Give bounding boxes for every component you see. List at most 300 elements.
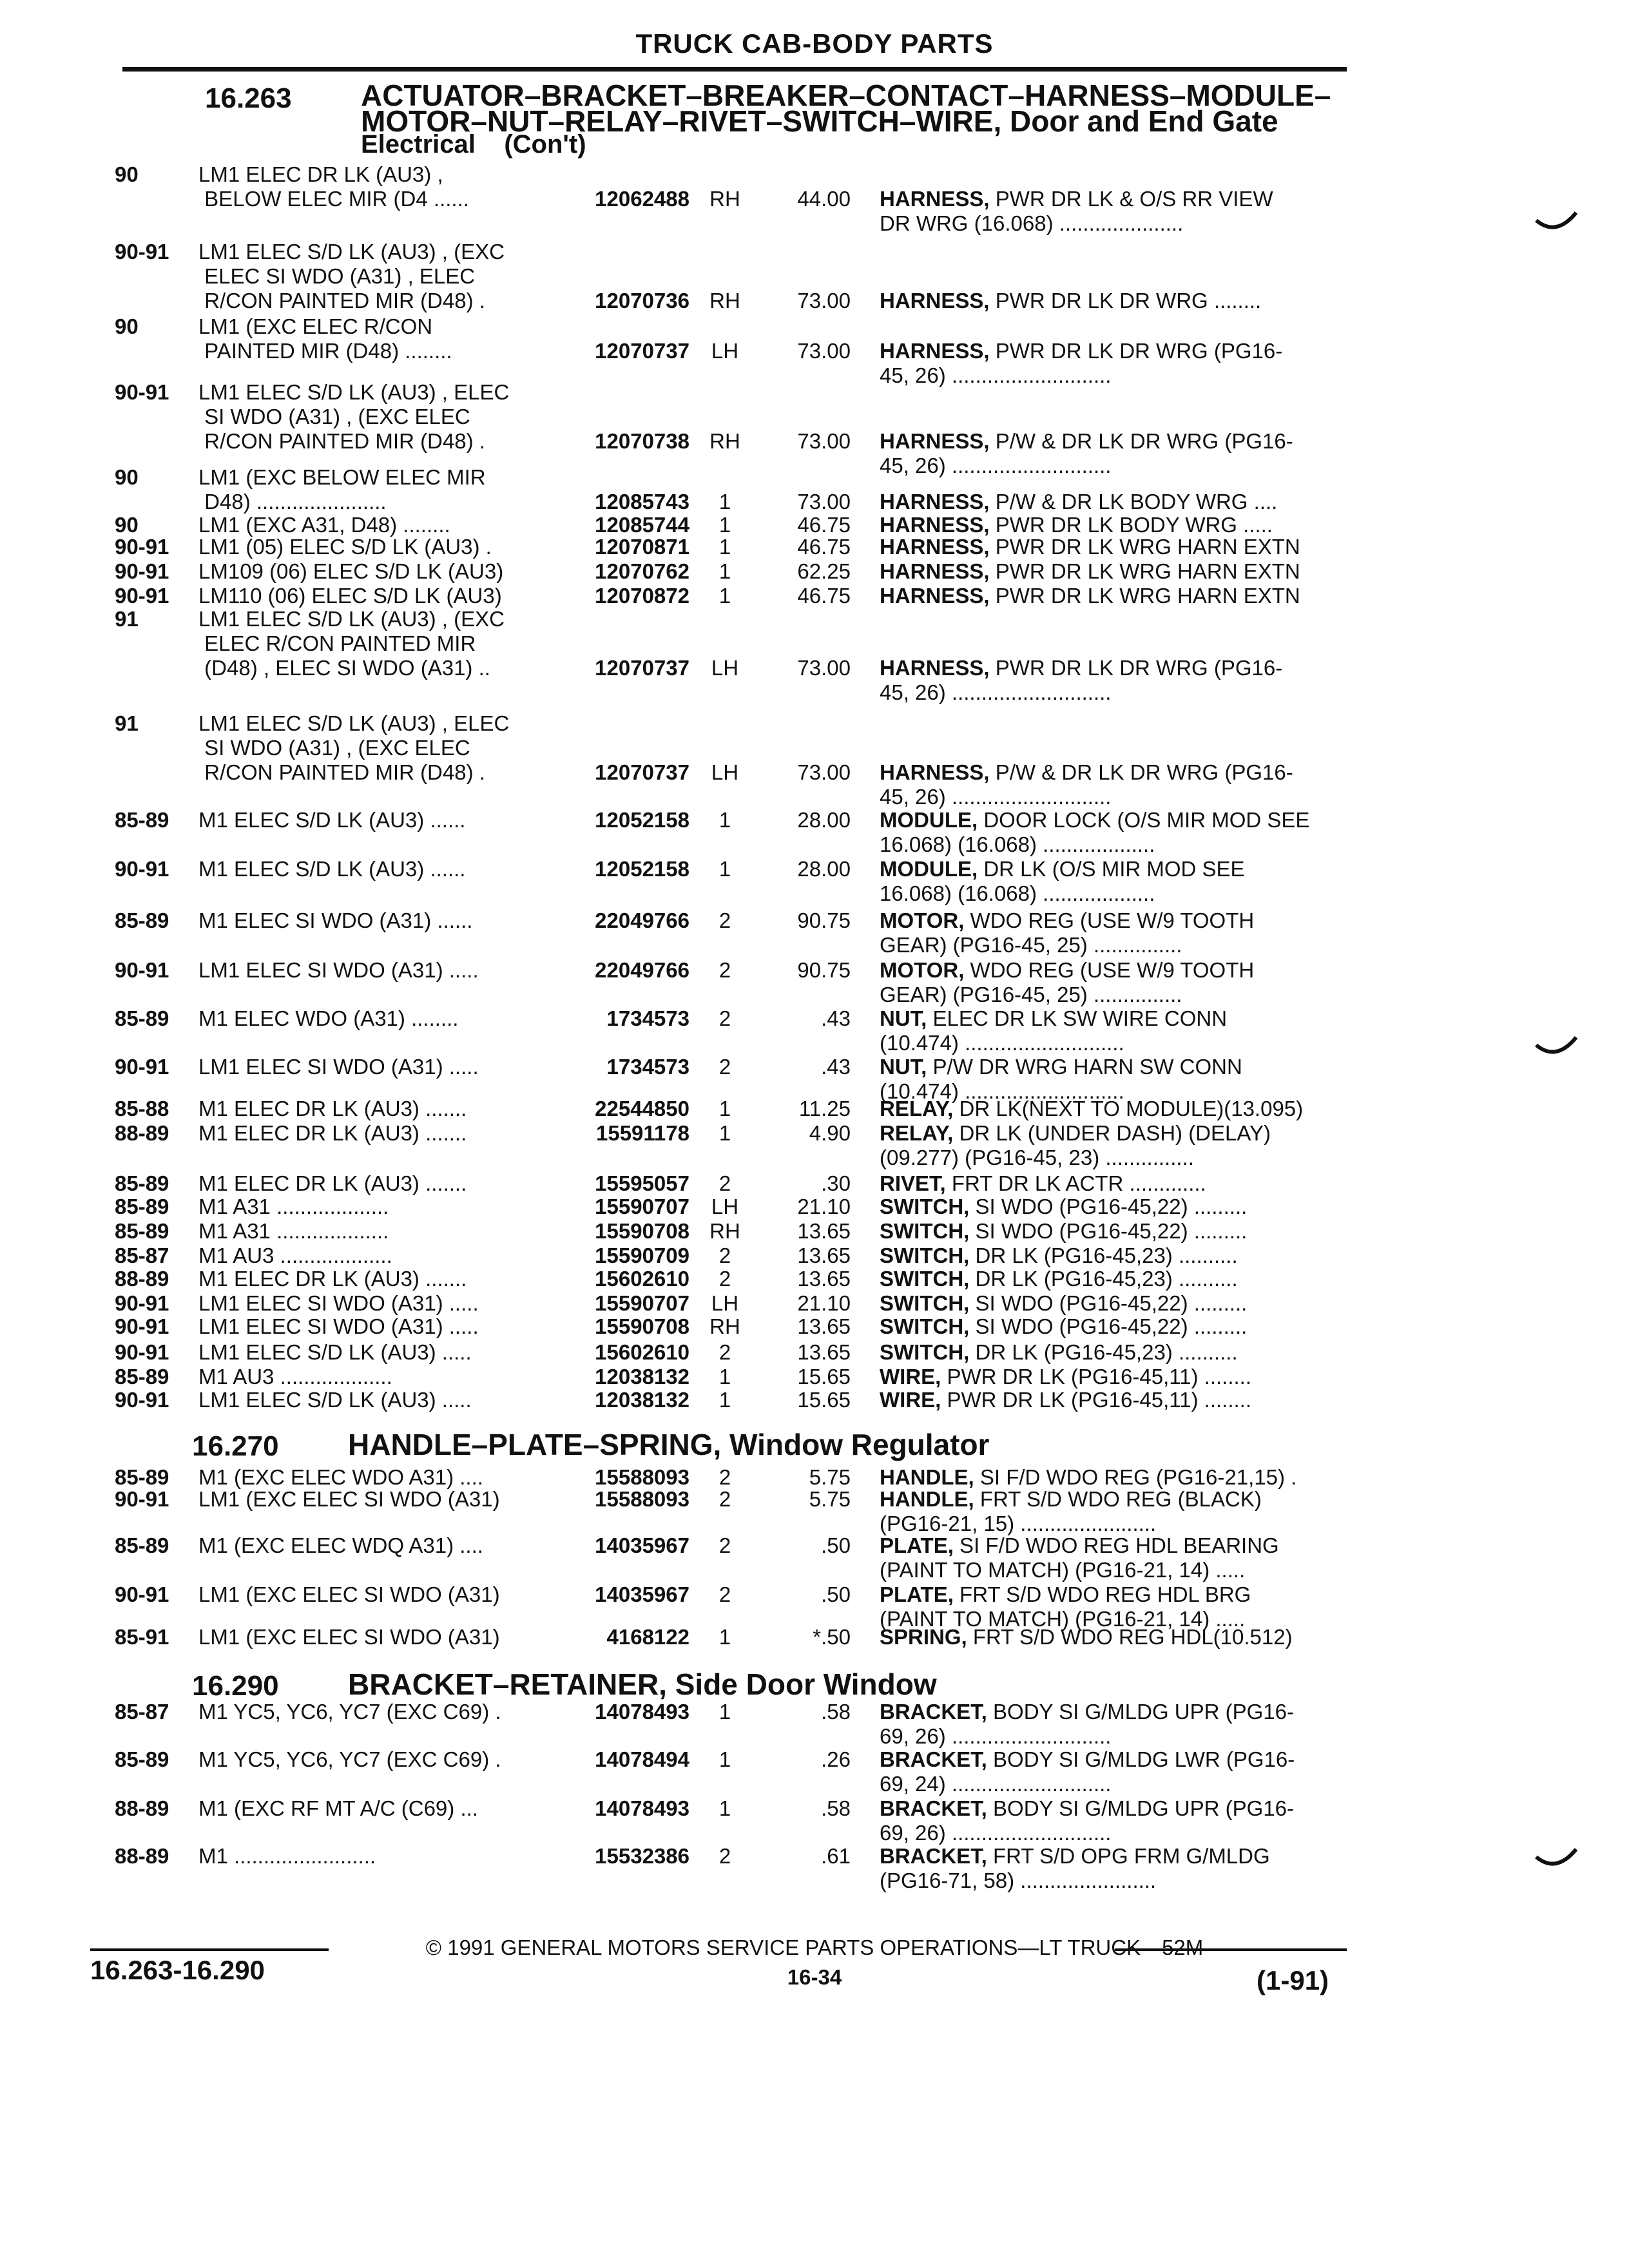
application-description: M1 A31 ................... xyxy=(198,1219,389,1243)
application-description: M1 YC5, YC6, YC7 (EXC C69) . xyxy=(198,1700,501,1724)
item-name: NUT, xyxy=(880,1006,927,1030)
part-number: 14035967 xyxy=(595,1582,689,1606)
item-description xyxy=(880,1219,1350,1244)
footer-copyright: © 1991 GENERAL MOTORS SERVICE PARTS OPERATIONS—LT TRUCK—52M xyxy=(425,1936,1204,1959)
part-number: 15591178 xyxy=(595,1121,689,1145)
item-name: MOTOR, xyxy=(880,958,965,982)
item-detail: SI F/D WDO REG (PG16-21,15) . xyxy=(974,1465,1297,1489)
item-name: MOTOR, xyxy=(880,908,965,932)
quantity: 1 xyxy=(718,1700,731,1724)
application-description: M1 YC5, YC6, YC7 (EXC C69) . xyxy=(198,1747,501,1771)
item-description xyxy=(880,1340,1350,1365)
item-name: HARNESS, xyxy=(880,559,990,583)
item-detail: DR LK(NEXT TO MODULE)(13.095) xyxy=(953,1097,1304,1120)
part-number: 12070762 xyxy=(595,559,689,583)
header-rule xyxy=(122,67,1347,72)
part-number: 15602610 xyxy=(595,1267,689,1291)
item-description xyxy=(880,1006,1350,1055)
application-description: LM1 (05) ELEC S/D LK (AU3) . xyxy=(198,535,492,559)
item-detail: PWR DR LK WRG HARN EXTN xyxy=(989,559,1300,583)
price: 4.90 xyxy=(809,1121,851,1145)
model-years: 90-91 xyxy=(115,1291,169,1315)
quantity: 2 xyxy=(718,1465,731,1489)
price: 28.00 xyxy=(797,808,851,832)
item-detail: SI WDO (PG16-45,22) ......... xyxy=(969,1219,1248,1243)
application-description: M1 ELEC S/D LK (AU3) ...... xyxy=(198,808,466,832)
item-detail: SI WDO (PG16-45,22) ......... xyxy=(969,1291,1248,1315)
application-description: M1 (EXC RF MT A/C (C69) ... xyxy=(198,1796,478,1820)
model-years: 85-87 xyxy=(115,1700,169,1724)
item-name: MODULE, xyxy=(880,808,978,832)
model-years: 91 xyxy=(115,607,139,631)
item-description xyxy=(880,1844,1350,1893)
item-description xyxy=(880,1700,1350,1749)
part-number: 15590708 xyxy=(595,1314,689,1338)
footer-revision-date: (1-91) xyxy=(1257,1965,1329,1995)
part-number: 15590707 xyxy=(595,1291,689,1315)
quantity: 1 xyxy=(718,1121,731,1145)
quantity: 1 xyxy=(718,808,731,832)
item-detail: PWR DR LK DR WRG (PG16- 45, 26) ........................... xyxy=(880,656,1283,704)
quantity: 1 xyxy=(718,1747,731,1771)
item-description xyxy=(880,559,1350,584)
item-name: HARNESS, xyxy=(880,187,990,211)
item-description xyxy=(880,1314,1350,1339)
part-number: 12070737 xyxy=(595,760,689,784)
section-title-line-3: Electrical (Con't) xyxy=(361,130,586,159)
part-number: 12062488 xyxy=(595,187,689,211)
quantity: LH xyxy=(711,760,739,784)
item-detail: FRT S/D OPG FRM G/MLDG (PG16-71, 58) ....................... xyxy=(880,1844,1270,1892)
model-years: 85-87 xyxy=(115,1244,169,1267)
item-name: BRACKET, xyxy=(880,1796,987,1820)
part-number: 12070738 xyxy=(595,429,689,453)
price: 73.00 xyxy=(797,760,851,784)
item-description xyxy=(880,1747,1350,1796)
model-years: 90-91 xyxy=(115,240,169,264)
price: .58 xyxy=(821,1796,851,1820)
price: .43 xyxy=(821,1055,851,1079)
model-years: 90-91 xyxy=(115,1340,169,1364)
model-years: 91 xyxy=(115,711,139,735)
price: 21.10 xyxy=(797,1291,851,1315)
model-years: 88-89 xyxy=(115,1796,169,1820)
item-name: SWITCH, xyxy=(880,1267,970,1291)
part-number: 12070737 xyxy=(595,339,689,363)
item-description xyxy=(880,760,1350,809)
item-description xyxy=(880,1244,1350,1268)
application-description: LM1 ELEC S/D LK (AU3) , ELEC SI WDO (A31) , (EXC ELEC R/CON PAINTED MIR (D48) . xyxy=(198,380,510,453)
item-detail: FRT S/D WDO REG (BLACK) (PG16-21, 15) ....................... xyxy=(880,1487,1262,1535)
model-years: 88-89 xyxy=(115,1844,169,1868)
price: 13.65 xyxy=(797,1340,851,1364)
item-detail: P/W DR WRG HARN SW CONN (10.474) ........................... xyxy=(880,1055,1242,1103)
model-years: 88-89 xyxy=(115,1121,169,1145)
quantity: LH xyxy=(711,656,739,680)
item-detail: DR LK (PG16-45,23) .......... xyxy=(969,1244,1238,1267)
section-title-line-2: MOTOR–NUT–RELAY–RIVET–SWITCH–WIRE, Door and End Gate xyxy=(361,104,1278,138)
item-description xyxy=(880,535,1350,559)
part-number: 12070736 xyxy=(595,289,689,312)
price: .50 xyxy=(821,1582,851,1606)
quantity: 1 xyxy=(718,1365,731,1389)
item-description xyxy=(880,1291,1350,1316)
item-detail: PWR DR LK BODY WRG ..... xyxy=(989,513,1273,537)
item-description xyxy=(880,490,1350,514)
application-description: LM1 ELEC S/D LK (AU3) ..... xyxy=(198,1388,472,1412)
part-number: 22049766 xyxy=(595,908,689,932)
quantity: 2 xyxy=(718,908,731,932)
price: 5.75 xyxy=(809,1465,851,1489)
item-description xyxy=(880,1487,1350,1536)
application-description: LM1 ELEC DR LK (AU3) , BELOW ELEC MIR (D4 ...... xyxy=(198,162,469,211)
part-number: 12085744 xyxy=(595,513,689,537)
price: .30 xyxy=(821,1171,851,1195)
part-number: 12070872 xyxy=(595,584,689,608)
application-description: M1 ELEC DR LK (AU3) ....... xyxy=(198,1121,467,1145)
price: 5.75 xyxy=(809,1487,851,1511)
item-detail: P/W & DR LK DR WRG (PG16- 45, 26) ........................... xyxy=(880,760,1293,809)
section-title: BRACKET–RETAINER, Side Door Window xyxy=(348,1667,937,1701)
item-detail: FRT S/D WDO REG HDL(10.512) xyxy=(967,1625,1293,1649)
part-number: 15595057 xyxy=(595,1171,689,1195)
part-number: 1734573 xyxy=(606,1055,689,1079)
item-detail: FRT DR LK ACTR ............. xyxy=(945,1171,1206,1195)
section-number: 16.270 xyxy=(192,1430,279,1462)
quantity: RH xyxy=(709,429,740,453)
model-years: 90-91 xyxy=(115,958,169,982)
model-years: 85-89 xyxy=(115,808,169,832)
price: .50 xyxy=(821,1533,851,1557)
price: 73.00 xyxy=(797,656,851,680)
model-years: 85-89 xyxy=(115,1533,169,1557)
item-detail: P/W & DR LK BODY WRG .... xyxy=(989,490,1278,514)
application-description: LM1 (EXC ELEC R/CON PAINTED MIR (D48) ........ xyxy=(198,314,452,363)
item-detail: PWR DR LK WRG HARN EXTN xyxy=(989,535,1300,559)
section-number: 16.263 xyxy=(205,82,292,114)
item-description xyxy=(880,958,1350,1007)
model-years: 90 xyxy=(115,465,139,489)
item-name: WIRE, xyxy=(880,1388,941,1412)
price: 13.65 xyxy=(797,1267,851,1291)
quantity: 1 xyxy=(718,513,731,537)
application-description: LM1 (EXC ELEC SI WDO (A31) xyxy=(198,1582,500,1606)
price: 11.25 xyxy=(798,1097,851,1120)
item-name: SWITCH, xyxy=(880,1195,970,1218)
quantity: 2 xyxy=(718,1340,731,1364)
price: 90.75 xyxy=(797,908,851,932)
item-description xyxy=(880,1582,1350,1631)
item-name: PLATE, xyxy=(880,1582,954,1606)
price: 13.65 xyxy=(797,1219,851,1243)
application-description: LM1 (EXC ELEC SI WDO (A31) xyxy=(198,1625,500,1649)
application-description: LM110 (06) ELEC S/D LK (AU3) xyxy=(198,584,502,608)
part-number: 12052158 xyxy=(595,808,689,832)
price: 62.25 xyxy=(797,559,851,583)
item-description xyxy=(880,1267,1350,1291)
quantity: 2 xyxy=(718,1533,731,1557)
quantity: LH xyxy=(711,339,739,363)
part-number: 1734573 xyxy=(606,1006,689,1030)
quantity: 1 xyxy=(718,559,731,583)
quantity: 1 xyxy=(718,1097,731,1120)
footer-page-number: 16-34 xyxy=(787,1965,842,1989)
price: .26 xyxy=(821,1747,851,1771)
application-description: M1 ELEC WDO (A31) ........ xyxy=(198,1006,459,1030)
item-name: HARNESS, xyxy=(880,535,990,559)
item-name: HARNESS, xyxy=(880,429,990,453)
application-description: LM1 (EXC A31, D48) ........ xyxy=(198,513,450,537)
price: 73.00 xyxy=(797,339,851,363)
item-description xyxy=(880,289,1350,313)
item-name: WIRE, xyxy=(880,1365,941,1389)
quantity: 2 xyxy=(718,958,731,982)
part-number: 15590709 xyxy=(595,1244,689,1267)
application-description: LM1 ELEC S/D LK (AU3) ..... xyxy=(198,1340,472,1364)
item-name: BRACKET, xyxy=(880,1700,987,1724)
quantity: 2 xyxy=(718,1267,731,1291)
item-name: SWITCH, xyxy=(880,1291,970,1315)
item-detail: P/W & DR LK DR WRG (PG16- 45, 26) ........................... xyxy=(880,429,1293,477)
part-number: 14078493 xyxy=(595,1796,689,1820)
part-number: 15590707 xyxy=(595,1195,689,1218)
item-detail: PWR DR LK & O/S RR VIEW DR WRG (16.068) ..................... xyxy=(880,187,1273,235)
price: .58 xyxy=(821,1700,851,1724)
item-detail: PWR DR LK WRG HARN EXTN xyxy=(989,584,1300,608)
price: 46.75 xyxy=(797,535,851,559)
item-detail: SI F/D WDO REG HDL BEARING (PAINT TO MATCH) (PG16-21, 14) ..... xyxy=(880,1533,1279,1582)
part-number: 15588093 xyxy=(595,1487,689,1511)
item-detail: DR LK (PG16-45,23) .......... xyxy=(969,1267,1238,1291)
item-name: BRACKET, xyxy=(880,1747,987,1771)
model-years: 90-91 xyxy=(115,1582,169,1606)
part-number: 22544850 xyxy=(595,1097,689,1120)
quantity: 1 xyxy=(718,1388,731,1412)
item-name: HANDLE, xyxy=(880,1487,974,1511)
price: .61 xyxy=(821,1844,851,1868)
model-years: 85-89 xyxy=(115,1195,169,1218)
item-description xyxy=(880,808,1350,857)
model-years: 90-91 xyxy=(115,535,169,559)
part-number: 15588093 xyxy=(595,1465,689,1489)
price: *.50 xyxy=(813,1625,851,1649)
quantity: 1 xyxy=(718,1625,731,1649)
quantity: 2 xyxy=(718,1844,731,1868)
item-description xyxy=(880,513,1350,537)
quantity: RH xyxy=(709,289,740,312)
footer-section-range: 16.263-16.290 xyxy=(90,1955,265,1985)
price: 73.00 xyxy=(797,289,851,312)
item-detail: BODY SI G/MLDG UPR (PG16- 69, 26) ........................... xyxy=(880,1700,1295,1748)
item-detail: SI WDO (PG16-45,22) ......... xyxy=(969,1195,1248,1218)
application-description: M1 A31 ................... xyxy=(198,1195,389,1218)
application-description: LM1 ELEC S/D LK (AU3) , ELEC SI WDO (A31) , (EXC ELEC R/CON PAINTED MIR (D48) . xyxy=(198,711,510,784)
item-description xyxy=(880,1533,1350,1582)
item-detail: DOOR LOCK (O/S MIR MOD SEE 16.068) (16.068) ................... xyxy=(880,808,1310,856)
application-description: M1 (EXC ELEC WDO A31) .... xyxy=(198,1465,483,1489)
price: 73.00 xyxy=(797,429,851,453)
item-name: BRACKET, xyxy=(880,1844,987,1868)
application-description: M1 ........................ xyxy=(198,1844,376,1868)
model-years: 90-91 xyxy=(115,1055,169,1079)
item-name: HARNESS, xyxy=(880,760,990,784)
part-number: 12052158 xyxy=(595,857,689,881)
quantity: RH xyxy=(709,1219,740,1243)
application-description: M1 ELEC DR LK (AU3) ....... xyxy=(198,1267,467,1291)
model-years: 85-89 xyxy=(115,1465,169,1489)
item-detail: PWR DR LK (PG16-45,11) ........ xyxy=(941,1388,1252,1412)
application-description: LM1 (EXC BELOW ELEC MIR D48) ...................... xyxy=(198,465,486,514)
item-name: SWITCH, xyxy=(880,1244,970,1267)
item-name: NUT, xyxy=(880,1055,927,1079)
item-name: MODULE, xyxy=(880,857,978,881)
application-description: LM1 ELEC SI WDO (A31) ..... xyxy=(198,1314,479,1338)
item-name: PLATE, xyxy=(880,1533,954,1557)
model-years: 90 xyxy=(115,162,139,186)
quantity: 1 xyxy=(718,857,731,881)
model-years: 85-88 xyxy=(115,1097,169,1120)
model-years: 85-89 xyxy=(115,1747,169,1771)
application-description: M1 AU3 ................... xyxy=(198,1365,392,1389)
application-description: LM109 (06) ELEC S/D LK (AU3) xyxy=(198,559,504,583)
item-detail: WDO REG (USE W/9 TOOTH GEAR) (PG16-45, 25) ............... xyxy=(880,908,1255,957)
part-number: 12070871 xyxy=(595,535,689,559)
quantity: 2 xyxy=(718,1582,731,1606)
margin-mark-icon xyxy=(1534,1031,1579,1063)
part-number: 15602610 xyxy=(595,1340,689,1364)
model-years: 90 xyxy=(115,314,139,338)
item-description xyxy=(880,656,1350,705)
part-number: 22049766 xyxy=(595,958,689,982)
margin-mark-icon xyxy=(1534,1843,1579,1875)
application-description: LM1 (EXC ELEC SI WDO (A31) xyxy=(198,1487,500,1511)
item-description xyxy=(880,1365,1350,1389)
quantity: RH xyxy=(709,187,740,211)
item-name: RELAY, xyxy=(880,1121,954,1145)
price: 44.00 xyxy=(797,187,851,211)
item-description xyxy=(880,1465,1350,1490)
application-description: LM1 ELEC S/D LK (AU3) , (EXC ELEC SI WDO (A31) , ELEC R/CON PAINTED MIR (D48) . xyxy=(198,240,505,312)
item-detail: PWR DR LK DR WRG ........ xyxy=(989,289,1262,312)
item-description xyxy=(880,187,1350,236)
quantity: LH xyxy=(711,1195,739,1218)
item-name: SWITCH, xyxy=(880,1314,970,1338)
quantity: 1 xyxy=(718,490,731,514)
item-detail: PWR DR LK (PG16-45,11) ........ xyxy=(941,1365,1252,1389)
model-years: 85-89 xyxy=(115,908,169,932)
item-name: HARNESS, xyxy=(880,513,990,537)
part-number: 14035967 xyxy=(595,1533,689,1557)
model-years: 90 xyxy=(115,513,139,537)
item-description xyxy=(880,908,1350,957)
application-description: M1 ELEC DR LK (AU3) ....... xyxy=(198,1171,467,1195)
item-detail: DR LK (O/S MIR MOD SEE 16.068) (16.068) ................... xyxy=(880,857,1245,905)
item-name: RELAY, xyxy=(880,1097,954,1120)
page-header-title: TRUCK CAB-BODY PARTS xyxy=(635,28,994,59)
part-number: 12070737 xyxy=(595,656,689,680)
item-name: SWITCH, xyxy=(880,1340,970,1364)
item-detail: DR LK (PG16-45,23) .......... xyxy=(969,1340,1238,1364)
part-number: 15532386 xyxy=(595,1844,689,1868)
part-number: 14078494 xyxy=(595,1747,689,1771)
item-detail: ELEC DR LK SW WIRE CONN (10.474) ........................... xyxy=(880,1006,1228,1055)
part-number: 14078493 xyxy=(595,1700,689,1724)
model-years: 90-91 xyxy=(115,1388,169,1412)
quantity: LH xyxy=(711,1291,739,1315)
application-description: LM1 ELEC SI WDO (A31) ..... xyxy=(198,1055,479,1079)
model-years: 85-89 xyxy=(115,1171,169,1195)
price: .43 xyxy=(821,1006,851,1030)
item-description xyxy=(880,429,1350,478)
item-name: RIVET, xyxy=(880,1171,946,1195)
model-years: 90-91 xyxy=(115,857,169,881)
item-name: SWITCH, xyxy=(880,1219,970,1243)
quantity: 2 xyxy=(718,1055,731,1079)
section-number: 16.290 xyxy=(192,1670,279,1702)
application-description: LM1 ELEC S/D LK (AU3) , (EXC ELEC R/CON PAINTED MIR (D48) , ELEC SI WDO (A31) .. xyxy=(198,607,505,680)
item-description xyxy=(880,339,1350,388)
application-description: M1 ELEC SI WDO (A31) ...... xyxy=(198,908,473,932)
part-number: 12038132 xyxy=(595,1365,689,1389)
model-years: 85-89 xyxy=(115,1006,169,1030)
part-number: 12038132 xyxy=(595,1388,689,1412)
quantity: 2 xyxy=(718,1487,731,1511)
model-years: 85-89 xyxy=(115,1219,169,1243)
section-title-line-1: ACTUATOR–BRACKET–BREAKER–CONTACT–HARNESS–MODULE– xyxy=(361,79,1331,112)
item-description xyxy=(880,1121,1350,1170)
application-description: M1 ELEC S/D LK (AU3) ...... xyxy=(198,857,466,881)
quantity: 2 xyxy=(718,1171,731,1195)
item-name: HARNESS, xyxy=(880,490,990,514)
price: 13.65 xyxy=(797,1244,851,1267)
item-name: SPRING, xyxy=(880,1625,967,1649)
section-title: HANDLE–PLATE–SPRING, Window Regulator xyxy=(348,1428,990,1461)
price: 21.10 xyxy=(797,1195,851,1218)
price: 90.75 xyxy=(797,958,851,982)
model-years: 85-89 xyxy=(115,1365,169,1389)
quantity: RH xyxy=(709,1314,740,1338)
quantity: 1 xyxy=(718,1796,731,1820)
application-description: LM1 ELEC SI WDO (A31) ..... xyxy=(198,958,479,982)
item-description xyxy=(880,1388,1350,1412)
price: 46.75 xyxy=(797,513,851,537)
item-description xyxy=(880,1625,1350,1649)
item-name: HARNESS, xyxy=(880,289,990,312)
model-years: 90-91 xyxy=(115,1314,169,1338)
item-description xyxy=(880,857,1350,906)
price: 46.75 xyxy=(797,584,851,608)
model-years: 90-91 xyxy=(115,1487,169,1511)
item-detail: DR LK (UNDER DASH) (DELAY) (09.277) (PG16-45, 23) ............... xyxy=(880,1121,1271,1169)
item-name: HARNESS, xyxy=(880,339,990,363)
application-description: M1 AU3 ................... xyxy=(198,1244,392,1267)
item-detail: BODY SI G/MLDG UPR (PG16- 69, 26) ........................... xyxy=(880,1796,1295,1845)
model-years: 88-89 xyxy=(115,1267,169,1291)
part-number: 4168122 xyxy=(606,1625,689,1649)
price: 13.65 xyxy=(797,1314,851,1338)
item-name: HANDLE, xyxy=(880,1465,974,1489)
item-detail: PWR DR LK DR WRG (PG16- 45, 26) ........................... xyxy=(880,339,1283,387)
item-description xyxy=(880,1171,1350,1196)
item-description xyxy=(880,584,1350,608)
item-detail: WDO REG (USE W/9 TOOTH GEAR) (PG16-45, 25) ............... xyxy=(880,958,1255,1006)
model-years: 90-91 xyxy=(115,380,169,404)
model-years: 85-91 xyxy=(115,1625,169,1649)
part-number: 15590708 xyxy=(595,1219,689,1243)
item-description xyxy=(880,1195,1350,1219)
application-description: M1 (EXC ELEC WDQ A31) .... xyxy=(198,1533,483,1557)
model-years: 90-91 xyxy=(115,584,169,608)
